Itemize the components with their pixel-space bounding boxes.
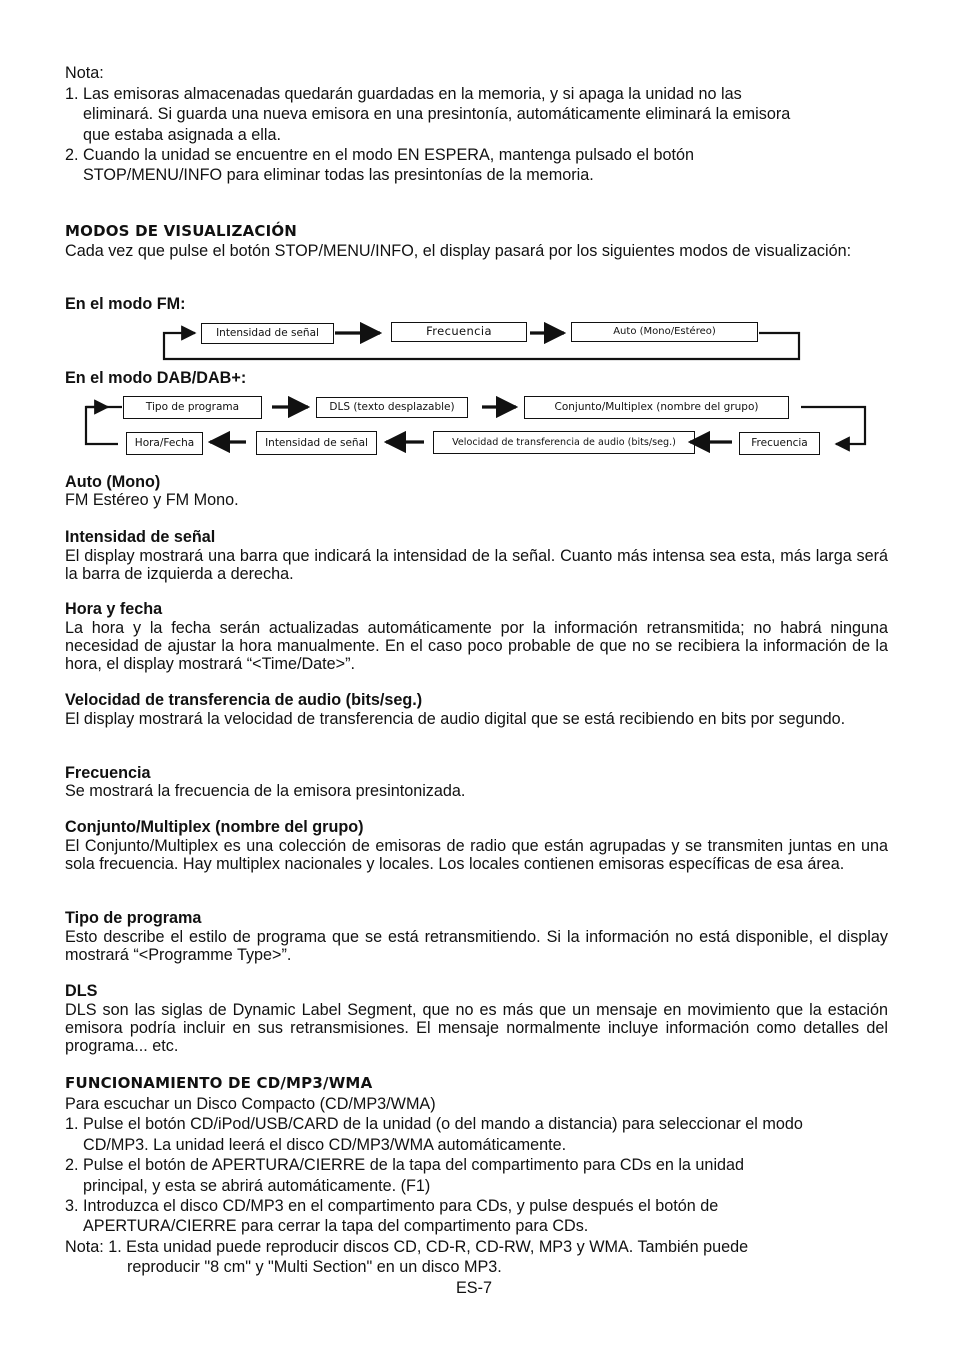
- section-velocidad-body: El display mostrará la velocidad de transferencia de audio digital que se está recibiendo en bits por segundo.: [65, 710, 846, 728]
- section-frecuencia-body: Se mostrará la frecuencia de la emisora presintonizada.: [65, 782, 466, 800]
- nota-item-1-line-1: 1. Las emisoras almacenadas quedarán guardadas en la memoria, y si apaga la unidad no las: [65, 85, 742, 103]
- section-tipo-body: Esto describe el estilo de programa que se está retransmitiendo. Si la información no está disponible, el display mostrará “<Programme Type>”.: [65, 928, 888, 965]
- nota-item-2-line-1: 2. Cuando la unidad se encuentre en el modo EN ESPERA, mantenga pulsado el botón: [65, 146, 695, 164]
- cd-nota-line-2: reproducir "8 cm" y "Multi Section" en un disco MP3.: [127, 1258, 502, 1276]
- dab-box-dls: DLS (texto desplazable): [316, 397, 468, 418]
- cd-step-2-line-1: 2. Pulse el botón de APERTURA/CIERRE de la tapa del compartimento para CDs en la unidad: [65, 1156, 745, 1174]
- section-conjunto-title: Conjunto/Multiplex (nombre del grupo): [65, 818, 364, 836]
- dab-box-conjunto: Conjunto/Multiplex (nombre del grupo): [524, 396, 789, 419]
- section-auto-title: Auto (Mono): [65, 473, 161, 491]
- section-hora-title: Hora y fecha: [65, 600, 163, 618]
- section-hora-body: La hora y la fecha serán actualizadas automáticamente por la información retransmitida; no habrá ninguna necesidad de ajustar la hora manualmente. En el caso poco probable de que no se recibiera la información de la hora, el display mostrará “<Time/Date>”.: [65, 619, 888, 674]
- section-conjunto-body: El Conjunto/Multiplex es una colección de emisoras de radio que están agrupadas y se transmiten juntas en una sola frecuencia. Hay multiplex nacionales y locales. Los locales contienen emisoras específicas de esa área.: [65, 837, 888, 874]
- fm-mode-label: En el modo FM:: [65, 295, 186, 313]
- section-intensidad-title: Intensidad de señal: [65, 528, 216, 546]
- cd-step-3-line-1: 3. Introduzca el disco CD/MP3 en el compartimento para CDs, y pulse después el botón de: [65, 1197, 719, 1215]
- dab-box-intensidad: Intensidad de señal: [256, 431, 377, 455]
- cd-step-1-line-1: 1. Pulse el botón CD/iPod/USB/CARD de la unidad (o del mando a distancia) para seleccionar el modo: [65, 1115, 803, 1133]
- nota-item-2-line-2: STOP/MENU/INFO para eliminar todas las presintonías de la memoria.: [83, 166, 594, 184]
- section-tipo-title: Tipo de programa: [65, 909, 202, 927]
- cd-step-3-line-2: APERTURA/CIERRE para cerrar la tapa del compartimento para CDs.: [83, 1217, 589, 1235]
- fm-box-auto: Auto (Mono/Estéreo): [571, 322, 758, 342]
- dab-box-velocidad: Velocidad de transferencia de audio (bits/seg.): [433, 431, 695, 454]
- section-dls-title: DLS: [65, 982, 98, 1000]
- section-dls-body: DLS son las siglas de Dynamic Label Segment, que no es más que un mensaje en movimiento que la estación emisora podría incluir en sus retransmisiones. El mensaje normalmente incluye información como detalles del programa... etc.: [65, 1001, 888, 1056]
- dab-box-hora-fecha: Hora/Fecha: [126, 432, 203, 455]
- modos-heading: MODOS DE VISUALIZACIÓN: [65, 222, 298, 240]
- cd-step-1-line-2: CD/MP3. La unidad leerá el disco CD/MP3/WMA automáticamente.: [83, 1136, 567, 1154]
- cd-nota-line-1: Nota: 1. Esta unidad puede reproducir discos CD, CD-R, CD-RW, MP3 y WMA. También puede: [65, 1238, 749, 1256]
- cd-heading: FUNCIONAMIENTO DE CD/MP3/WMA: [65, 1074, 373, 1092]
- cd-intro: Para escuchar un Disco Compacto (CD/MP3/WMA): [65, 1095, 436, 1113]
- cd-step-2-line-2: principal, y esta se abrirá automáticamente. (F1): [83, 1177, 431, 1195]
- nota-item-1-line-2: eliminará. Si guarda una nueva emisora en una presintonía, automáticamente eliminará la emisora: [83, 105, 791, 123]
- dab-mode-label: En el modo DAB/DAB+:: [65, 369, 247, 387]
- dab-box-frecuencia: Frecuencia: [739, 432, 820, 455]
- section-intensidad-body: El display mostrará una barra que indicará la intensidad de la señal. Cuanto más intensa sea esta, más larga será la barra de izquierda a derecha.: [65, 547, 888, 584]
- section-frecuencia-title: Frecuencia: [65, 764, 151, 782]
- nota-item-1-line-3: que estaba asignada a ella.: [83, 126, 282, 144]
- page-number: ES-7: [456, 1279, 492, 1297]
- nota-label: Nota:: [65, 64, 104, 82]
- section-velocidad-title: Velocidad de transferencia de audio (bits/seg.): [65, 691, 423, 709]
- fm-box-intensidad: Intensidad de señal: [201, 323, 334, 344]
- fm-box-frecuencia: Frecuencia: [391, 322, 527, 342]
- section-auto-body: FM Estéreo y FM Mono.: [65, 491, 239, 509]
- modos-intro: Cada vez que pulse el botón STOP/MENU/INFO, el display pasará por los siguientes modos de visualización:: [65, 242, 852, 260]
- dab-box-tipo-programa: Tipo de programa: [123, 396, 262, 419]
